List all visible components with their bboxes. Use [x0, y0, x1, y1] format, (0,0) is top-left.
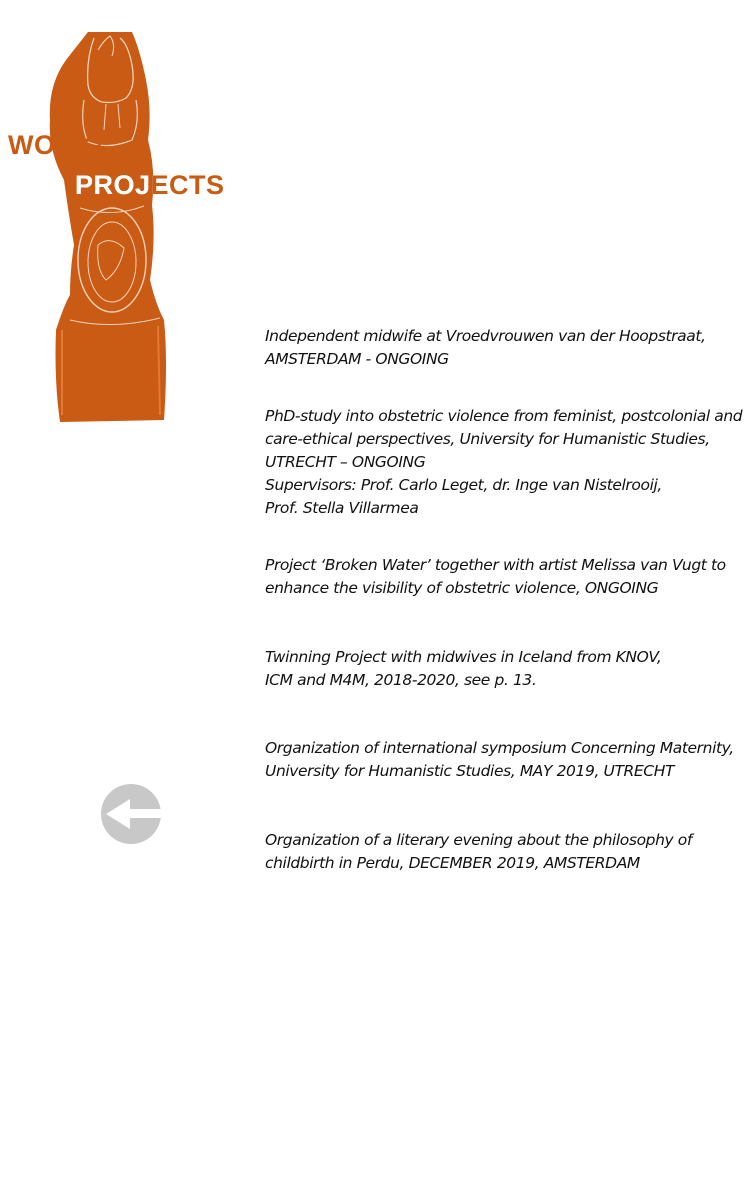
page-title-line2-part1: PROJ	[75, 170, 151, 200]
woodcut-figure-illustration	[40, 30, 180, 425]
list-item	[265, 325, 735, 371]
entry-line: Twinning Project with midwives in Iceland from KNOV,	[265, 648, 662, 666]
list-item	[265, 737, 735, 783]
page-title-line2	[75, 172, 225, 199]
list-item	[265, 829, 735, 875]
entry-line: University for Humanistic Studies, MAY 2019, UTRECHT	[265, 762, 675, 780]
entry-line: PhD-study into obstetric violence from feminist, postcolonial and	[265, 407, 743, 425]
entry-line: Supervisors: Prof. Carlo Leget, dr. Inge van Nistelrooij,	[265, 476, 662, 494]
back-arrow-icon[interactable]	[100, 783, 162, 845]
entry-line: ICM and M4M, 2018-2020, see p. 13.	[265, 671, 537, 689]
entry-line: Organization of a literary evening about the philosophy of	[265, 831, 692, 849]
entry-line: Independent midwife at Vroedvrouwen van der Hoopstraat,	[265, 327, 706, 345]
entry-line: Prof. Stella Villarmea	[265, 499, 419, 517]
entry-line: UTRECHT – ONGOING	[265, 453, 426, 471]
list-item	[265, 405, 743, 520]
entry-line: Organization of international symposium Concerning Maternity,	[265, 739, 734, 757]
list-item	[265, 646, 735, 692]
page-title-line1: WORK/	[8, 130, 104, 160]
entry-line: enhance the visibility of obstetric violence, ONGOING	[265, 579, 659, 597]
page-title-line2-part2: ECTS	[150, 170, 225, 200]
list-item	[265, 554, 735, 600]
entry-line: childbirth in Perdu, DECEMBER 2019, AMSTERDAM	[265, 854, 640, 872]
entry-line: Project ‘Broken Water’ together with artist Melissa van Vugt to	[265, 556, 726, 574]
entry-line: care-ethical perspectives, University for Humanistic Studies,	[265, 430, 710, 448]
entry-line: AMSTERDAM - ONGOING	[265, 350, 449, 368]
